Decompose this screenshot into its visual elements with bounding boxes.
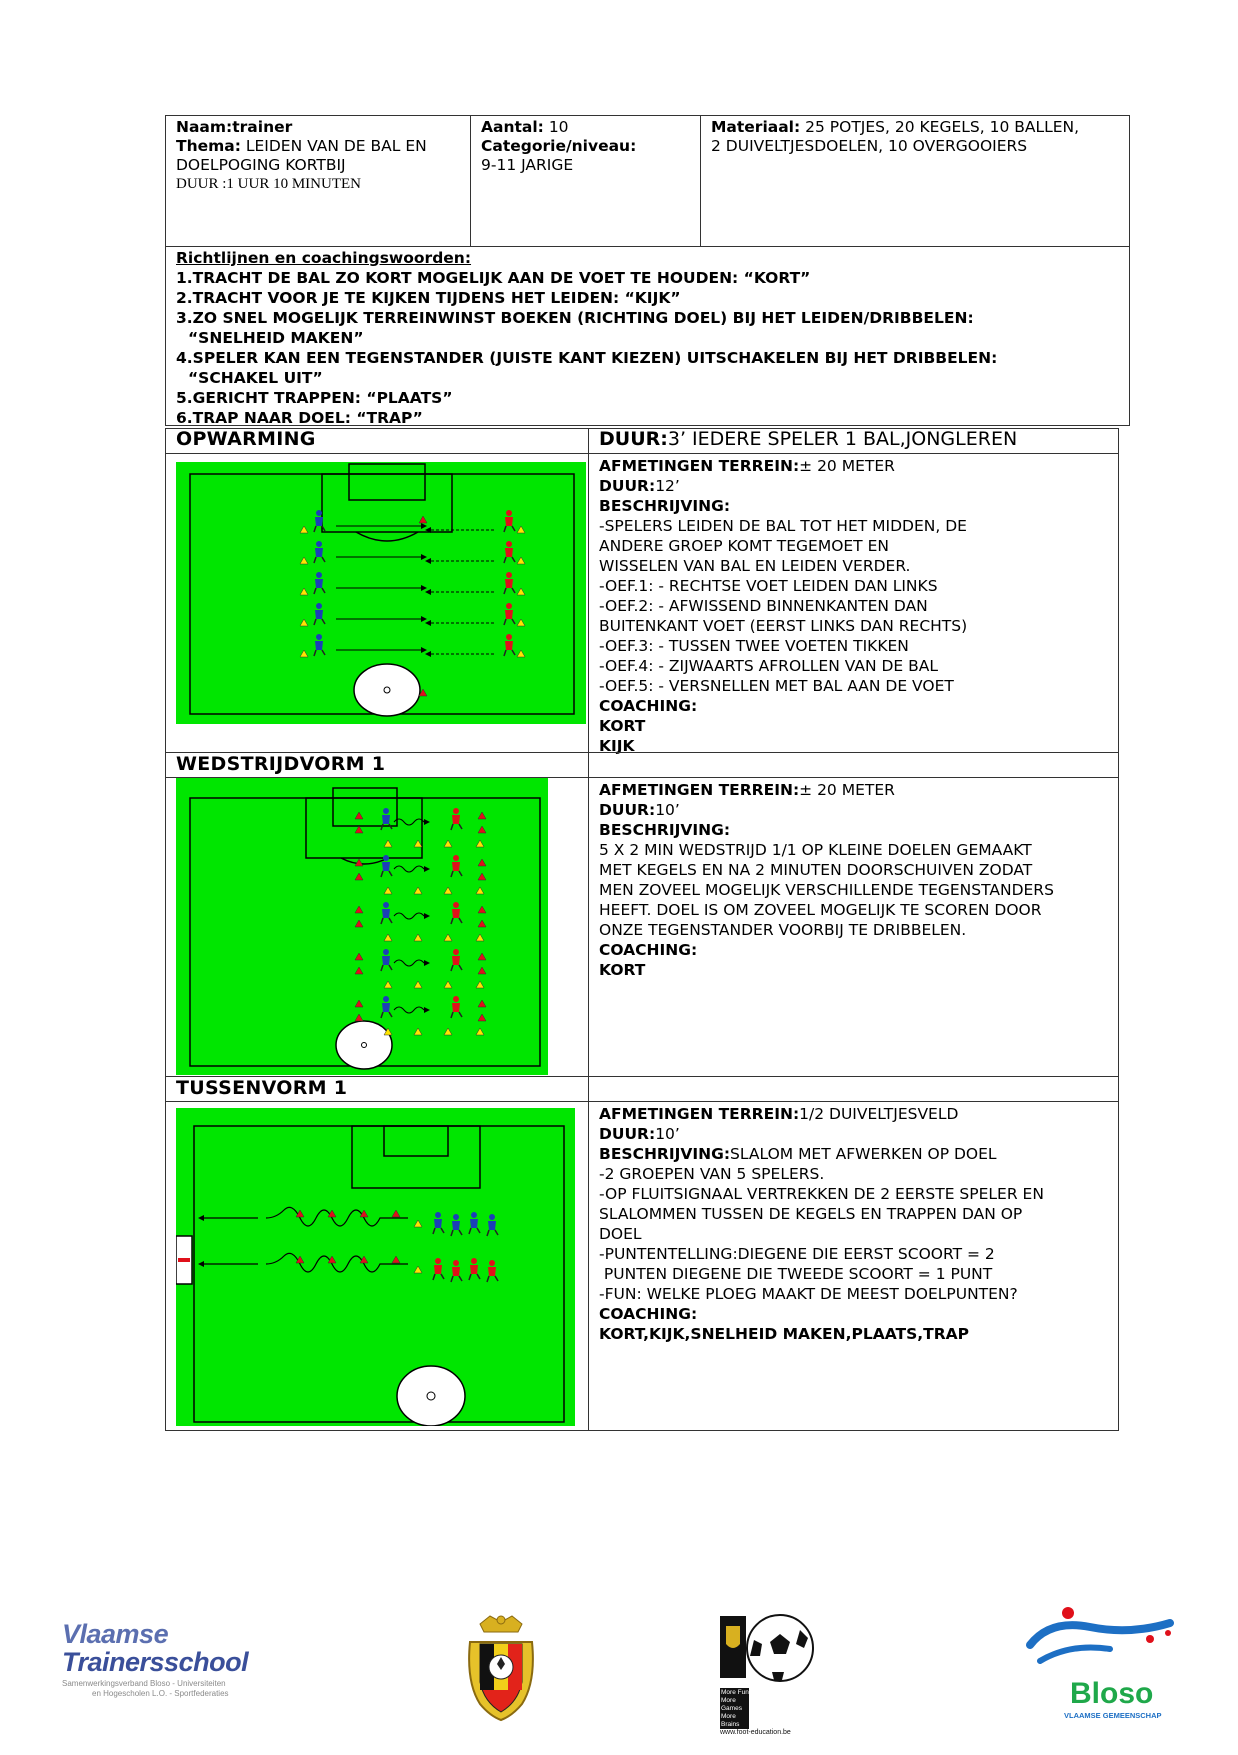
blue-player-body <box>434 1219 442 1228</box>
opw-line: WISSELEN VAN BAL EN LEIDEN VERDER. <box>599 557 911 575</box>
red-player-body <box>452 956 460 965</box>
blue-player-body <box>315 579 323 588</box>
aantal-value: 10 <box>548 118 569 136</box>
wedstrijd-diagram <box>176 778 548 1075</box>
red-player-head <box>453 996 459 1002</box>
fe-line: More Games <box>721 1697 742 1712</box>
red-player-head <box>453 949 459 955</box>
materiaal-label: Materiaal: <box>711 118 801 136</box>
opw-line: ANDERE GROEP KOMT TEGEMOET EN <box>599 537 889 555</box>
wed-afm-value: ± 20 METER <box>799 781 895 799</box>
wed-coaching-word: KORT <box>599 961 646 979</box>
kbvb-crest-logo <box>460 1612 542 1722</box>
vlaamse-trainersschool-logo <box>62 1620 302 1712</box>
opwarming-title-cell <box>165 428 589 454</box>
vts-sub-2: en Hogescholen L.O. - Sportfederaties <box>92 1689 229 1698</box>
red-player-body <box>505 579 513 588</box>
tus-duur-label: DUUR: <box>599 1125 656 1143</box>
blue-player-body <box>315 517 323 526</box>
wed-duur-label: DUUR: <box>599 801 656 819</box>
richtlijn-3-cont: “SNELHEID MAKEN” <box>188 329 364 347</box>
blue-player-head <box>383 902 389 908</box>
richtlijn-2: 2.TRACHT VOOR JE TE KIJKEN TIJDENS HET LEIDEN: “KIJK” <box>176 289 681 307</box>
vts-sub-1: Samenwerkingsverband Bloso - Universiteiten <box>62 1679 226 1688</box>
tus-line: -PUNTENTELLING:DIEGENE DIE EERST SCOORT = 2 <box>599 1245 995 1263</box>
tus-line: -2 GROEPEN VAN 5 SPELERS. <box>599 1165 825 1183</box>
red-player-head <box>506 603 512 609</box>
red-player-head <box>435 1258 441 1264</box>
header-naam-cell <box>165 115 471 247</box>
opw-afm-value: ± 20 METER <box>799 457 895 475</box>
wed-line: 5 X 2 MIN WEDSTRIJD 1/1 OP KLEINE DOELEN GEMAAKT <box>599 841 1032 859</box>
red-player-head <box>453 855 459 861</box>
opwarming-duur-cell <box>588 428 1119 454</box>
blue-player-body <box>382 862 390 871</box>
blue-player-head <box>383 949 389 955</box>
tus-duur-value: 10’ <box>655 1125 680 1143</box>
red-player-head <box>471 1258 477 1264</box>
red-player-head <box>489 1260 495 1266</box>
blue-player-head <box>489 1214 495 1220</box>
categorie-value: 9-11 JARIGE <box>481 156 574 174</box>
blue-player-head <box>383 855 389 861</box>
blue-player-body <box>382 815 390 824</box>
wed-line: MET KEGELS EN NA 2 MINUTEN DOORSCHUIVEN ZODAT <box>599 861 1033 879</box>
red-player-head <box>506 541 512 547</box>
opwarming-diagram <box>176 462 586 724</box>
thema-label: Thema: <box>176 137 241 155</box>
red-player-head <box>506 634 512 640</box>
red-player-body <box>505 548 513 557</box>
richtlijn-4-cont: “SCHAKEL UIT” <box>188 369 323 387</box>
tus-line: PUNTEN DIEGENE DIE TWEEDE SCOORT = 1 PUNT <box>599 1265 993 1283</box>
duur-text: DUUR :1 UUR 10 MINUTEN <box>176 176 361 192</box>
blue-player-head <box>316 603 322 609</box>
tussen-diagram <box>176 1108 575 1426</box>
tus-line: -FUN: WELKE PLOEG MAAKT DE MEEST DOELPUNTEN? <box>599 1285 1018 1303</box>
materiaal-value: 25 POTJES, 20 KEGELS, 10 BALLEN, <box>805 118 1080 136</box>
blue-player-body <box>315 610 323 619</box>
fe-line: More Fun <box>721 1689 749 1696</box>
tus-line: DOEL <box>599 1225 642 1243</box>
opw-afm-label: AFMETINGEN TERREIN: <box>599 457 800 475</box>
opw-duur-label: DUUR: <box>599 477 656 495</box>
blue-player-head <box>316 572 322 578</box>
red-player-body <box>452 815 460 824</box>
red-player-body <box>470 1265 478 1274</box>
blue-player-body <box>315 641 323 650</box>
tussen-title-cell <box>165 1076 589 1102</box>
red-player-body <box>505 610 513 619</box>
opw-line: -OEF.4: - ZIJWAARTS AFROLLEN VAN DE BAL <box>599 657 938 675</box>
blue-player-body <box>382 909 390 918</box>
bloso-name: Bloso <box>1070 1677 1154 1710</box>
header-materiaal-cell <box>700 115 1130 247</box>
wed-line: HEEFT. DOEL IS OM ZOVEEL MOGELIJK TE SCOREN DOOR <box>599 901 1042 919</box>
blue-player-body <box>470 1219 478 1228</box>
richtlijn-4: 4.SPELER KAN EEN TEGENSTANDER (JUISTE KANT KIEZEN) UITSCHAKELEN BIJ HET DRIBBELEN: <box>176 349 998 367</box>
naam-label: Naam: <box>176 118 233 136</box>
blue-player-body <box>315 548 323 557</box>
blue-player-head <box>471 1212 477 1218</box>
opw-beschr-label: BESCHRIJVING: <box>599 497 731 515</box>
opw-line: -SPELERS LEIDEN DE BAL TOT HET MIDDEN, DE <box>599 517 967 535</box>
tus-coaching-word: KORT,KIJK,SNELHEID MAKEN,PLAATS,TRAP <box>599 1325 970 1343</box>
wed-duur-value: 10’ <box>655 801 680 819</box>
blue-player-head <box>383 808 389 814</box>
blue-player-body <box>382 1003 390 1012</box>
bloso-sub: VLAAMSE GEMEENSCHAP <box>1064 1711 1162 1720</box>
aantal-label: Aantal: <box>481 118 544 136</box>
blue-player-head <box>383 996 389 1002</box>
opw-coaching-word: KIJK <box>599 737 635 755</box>
red-player-head <box>506 572 512 578</box>
header-aantal-cell <box>470 115 701 247</box>
tus-afm-value: 1/2 DUIVELTJESVELD <box>799 1105 959 1123</box>
vts-title-2: Trainersschool <box>62 1647 249 1677</box>
blue-player-head <box>316 510 322 516</box>
richtlijn-3: 3.ZO SNEL MOGELIJK TERREINWINST BOEKEN (RICHTING DOEL) BIJ HET LEIDEN/DRIBBELEN: <box>176 309 974 327</box>
wedstrijd-desc-cell <box>588 777 1119 1077</box>
bloso-logo <box>1020 1605 1190 1720</box>
opwarming-duur-value: 3’ IEDERE SPELER 1 BAL,JONGLEREN <box>667 428 1018 450</box>
opw-line: -OEF.5: - VERSNELLEN MET BAL AAN DE VOET <box>599 677 954 695</box>
opw-line: -OEF.1: - RECHTSE VOET LEIDEN DAN LINKS <box>599 577 938 595</box>
opw-line: -OEF.2: - AFWISSEND BINNENKANTEN DAN <box>599 597 928 615</box>
blue-player-head <box>453 1214 459 1220</box>
red-player-body <box>452 862 460 871</box>
red-player-body <box>505 517 513 526</box>
blue-player-head <box>316 541 322 547</box>
tus-beschr-value: SLALOM MET AFWERKEN OP DOEL <box>730 1145 997 1163</box>
richtlijn-5: 5.GERICHT TRAPPEN: “PLAATS” <box>176 389 453 407</box>
fe-line: More Brains <box>721 1713 740 1728</box>
wed-afm-label: AFMETINGEN TERREIN: <box>599 781 800 799</box>
richtlijnen-box <box>165 246 1130 426</box>
opwarming-desc-cell <box>588 453 1119 753</box>
opw-line: -OEF.3: - TUSSEN TWEE VOETEN TIKKEN <box>599 637 909 655</box>
wed-beschr-label: BESCHRIJVING: <box>599 821 731 839</box>
tus-line: SLALOMMEN TUSSEN DE KEGELS EN TRAPPEN DAN OP <box>599 1205 1023 1223</box>
wedstrijd-title: WEDSTRIJDVORM 1 <box>176 753 386 775</box>
red-player-body <box>505 641 513 650</box>
naam-value: trainer <box>232 118 293 136</box>
wed-line: ONZE TEGENSTANDER VOORBIJ TE DRIBBELEN. <box>599 921 967 939</box>
tus-line: -OP FLUITSIGNAAL VERTREKKEN DE 2 EERSTE SPELER EN <box>599 1185 1044 1203</box>
opw-line: BUITENKANT VOET (EERST LINKS DAN RECHTS) <box>599 617 968 635</box>
tus-beschr-label: BESCHRIJVING: <box>599 1145 731 1163</box>
tussen-empty-cell <box>588 1076 1119 1102</box>
thema-value-cont: DOELPOGING KORTBIJ <box>176 156 346 174</box>
materiaal-value-cont: 2 DUIVELTJESDOELEN, 10 OVERGOOIERS <box>711 137 1028 155</box>
richtlijn-1: 1.TRACHT DE BAL ZO KORT MOGELIJK AAN DE VOET TE HOUDEN: “KORT” <box>176 269 811 287</box>
blue-player-head <box>316 634 322 640</box>
opw-duur-value: 12’ <box>655 477 680 495</box>
red-player-head <box>506 510 512 516</box>
bloso-runner-icon <box>1020 1605 1190 1675</box>
wedstrijd-title-cell <box>165 752 589 778</box>
wed-line: MEN ZOVEEL MOGELIJK VERSCHILLENDE TEGENSTANDERS <box>599 881 1054 899</box>
blue-player-head <box>435 1212 441 1218</box>
opw-coaching-word: KORT <box>599 717 646 735</box>
opw-coaching-label: COACHING: <box>599 697 698 715</box>
red-player-body <box>452 1267 460 1276</box>
blue-player-body <box>488 1221 496 1230</box>
red-player-head <box>453 1260 459 1266</box>
blue-player-body <box>452 1221 460 1230</box>
red-player-body <box>488 1267 496 1276</box>
thema-value: LEIDEN VAN DE BAL EN <box>245 137 427 155</box>
tus-afm-label: AFMETINGEN TERREIN: <box>599 1105 800 1123</box>
tus-coaching-label: COACHING: <box>599 1305 698 1323</box>
wed-coaching-label: COACHING: <box>599 941 698 959</box>
red-player-body <box>452 1003 460 1012</box>
categorie-label: Categorie/niveau: <box>481 137 637 155</box>
foot-education-ball-icon <box>720 1612 820 1684</box>
red-player-body <box>434 1265 442 1274</box>
fe-url: www.foot-education.be <box>720 1729 791 1736</box>
vts-title-1: Vlaamse <box>62 1619 169 1649</box>
red-player-head <box>453 808 459 814</box>
tussen-desc-cell <box>588 1101 1119 1431</box>
wedstrijd-empty-cell <box>588 752 1119 778</box>
tussen-title: TUSSENVORM 1 <box>176 1077 348 1099</box>
richtlijnen-title: Richtlijnen en coachingswoorden: <box>176 249 472 267</box>
foot-education-logo <box>720 1612 820 1736</box>
red-player-body <box>452 909 460 918</box>
opwarming-duur-label: DUUR: <box>599 428 668 450</box>
opwarming-title: OPWARMING <box>176 428 316 450</box>
blue-player-body <box>382 956 390 965</box>
richtlijn-6: 6.TRAP NAAR DOEL: “TRAP” <box>176 409 423 427</box>
red-player-head <box>453 902 459 908</box>
